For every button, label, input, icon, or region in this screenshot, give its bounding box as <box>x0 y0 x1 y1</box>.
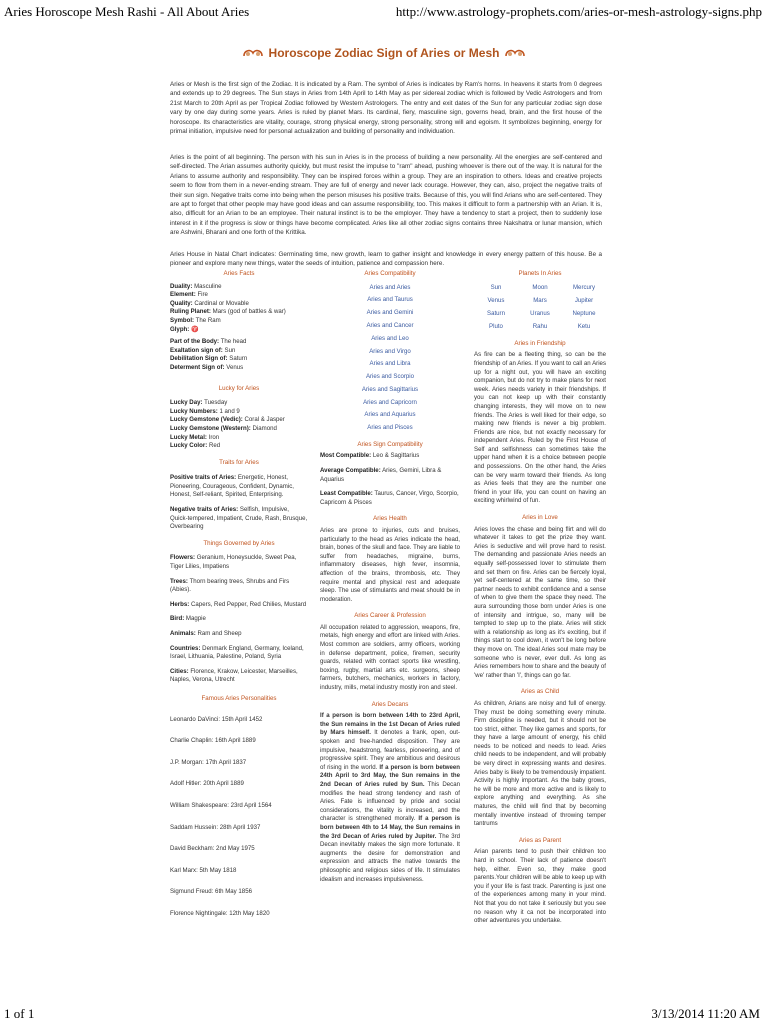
fact-item: Glyph: ♈ <box>170 325 199 333</box>
fact-item: Part of the Body: The head <box>170 338 247 346</box>
intro-paragraph-1: Aries or Mesh is the first sign of the Zodiac. It is indicated by a Ram. The symbol of Aries is indicates by Ram's horns. In heavens it starts from 0 degrees and extends up to 29 degrees. The Sun stays in Aries from 14th April to 14th May as per sidereal zodiac which is followed by Vedic Astrologers and from 21st March to 20th April as per Tropical Zodiac followed by Western Astrologers. The entry and exit dates of the Sun for any particular zodiac sign dose vary by one day during some years. Aries is ruled by planet Mars. Its cardinal, fiery, masculine sign, governs head, brain, and the first house of the horoscope. Its characteristics are vitality, courage, strong physical energy, strong personality, strong will and egoism. It symbolizes beginning, energy for primal initiation, impulsive need for personal actualization and building of personality and individuation. <box>170 81 602 136</box>
governed-item: Herbs: Capers, Red Pepper, Red Chilies, Mustard <box>170 600 307 608</box>
section-heading: Aries as Child <box>520 688 560 696</box>
fact-item: Symbol: The Ram <box>170 316 221 324</box>
middle-column <box>320 270 460 884</box>
page-title-row <box>0 44 768 62</box>
compatibility-link[interactable]: Aries and Virgo <box>369 347 411 355</box>
lucky-item: Lucky Gemstone (Vedic): Coral & Jasper <box>170 416 285 424</box>
fact-item: Duality: Masculine <box>170 282 222 290</box>
friendship-text: As fire can be a fleeting thing, so can be the friendship of an Aries. If you want to call an Aries up for a night out, you will have an exciting companion, but do not try to make plans for next week. Aries needs variety in their friendships. If you can not keep up with their constantly changing interests, they will move on to new friends. The Aries is well liked for their edge, so making new friends is never a big problem. Friends are nice, but not exactly necessary for independent Aries. Ruled by the First House of Self and selfishness can sometimes take the upper hand when it is a choice between people and possessions. On the other hand, the Aries can be very warm toward their friends. As long as Aries feels that they are the number one friend in your life, you can count on having an exciting whirlwind of fun. <box>474 351 606 505</box>
famous-person: Adolf Hitler: 20th April 1889 <box>170 780 244 788</box>
famous-person: David Beckham: 2nd May 1975 <box>170 845 255 853</box>
planet-link[interactable]: Mars <box>533 296 547 304</box>
planet-link[interactable]: Saturn <box>487 309 505 317</box>
fact-item: Determent Sign of: Venus <box>170 363 244 371</box>
planet-link[interactable]: Moon <box>532 283 548 291</box>
fact-item: Exaltation sign of: Sun <box>170 346 236 354</box>
planet-link[interactable]: Venus <box>487 296 505 304</box>
child-text: As children, Arians are noisy and full of energy. They must be doing something every minute. Firm discipline is needed, but it should not be too strict, either. They like games and sports, for they have a large amount of energy, his child needs to be noticed and needs to lead. Aries child needs to be independent, and will probably be very direct in expressing wants and desires. Aries baby is likely to be tremendously impatient. Activity is highly important. As the baby grows, he will be more and more active and is likely to explore anything and everything. As she matures, the child will find that by becoming mentally inventive instead of throwing temper tantrums <box>474 699 606 828</box>
ram-right-icon <box>504 47 526 59</box>
section-heading: Aries in Love <box>522 514 558 522</box>
lucky-item: Lucky Gemstone (Western): Diamond <box>170 424 277 432</box>
governed-item: Trees: Thorn bearing trees, Shrubs and Firs (Abies). <box>170 577 290 594</box>
section-heading: Aries Career & Profession <box>354 612 426 620</box>
planet-link[interactable]: Rahu <box>532 323 548 331</box>
compatibility-link[interactable]: Aries and Cancer <box>366 321 414 329</box>
right-column <box>474 270 606 926</box>
section-heading: Things Governed by Aries <box>203 539 275 547</box>
governed-item: Countries: Denmark England, Germany, Iceland, Israel, Lithuania, Palestine, Poland, Syria <box>170 644 304 661</box>
compatibility-link[interactable]: Aries and Capricorn <box>363 398 417 406</box>
fact-item: Ruling Planet: Mars (god of battles & war) <box>170 308 286 316</box>
fact-item: Quality: Cardinal or Movable <box>170 299 249 307</box>
average-compatible: Average Compatible: Aries, Gemini, Libra & Aquarius <box>320 466 442 483</box>
intro-paragraph-2: Aries is the point of all beginning. The person with his sun in Aries is in the process of building a new personality. All the energies are self-centered and self-directed. The Arian assumes authority quickly, but must resist the impulse to "ram" ahead, pushing whoever is there out of the way. It is natural for the Arians to assume authority and responsibility. They can be inspired forces within a group. They are an inspiration to others. Ideas and creative projects seem to flow from them in a never-ending stream. They are full of energy and never lack courage. However, they can, also, project the negative traits of their sun sign. Negative traits come into being when the person misuses his positive traits. Because of this, you will find Arians who are self-centered. They are apt to forget that other people may have good ideas and can assume responsibility, too. This makes it difficult to form a partnership with an Arian. It is, also, difficult for an Arian to be an employee. Their natural instinct is to be the employer. They have a tendency to start a project, then to suddenly lose interest in it if the progress is slow or things have become complicated. Aries like all other zodiac signs contains three Nakshatra or lunar mansion, which are Ashwini, Bharani and one forth of the Krittika. <box>170 154 602 237</box>
compatibility-link[interactable]: Aries and Scorpio <box>365 373 415 381</box>
governed-item: Flowers: Geranium, Honeysuckle, Sweet Pea, Tiger Lilies, Impatiens <box>170 554 297 571</box>
section-heading: Traits for Aries <box>219 458 259 466</box>
planet-link[interactable]: Pluto <box>489 323 503 331</box>
positive-traits: Positive traits of Aries: Energetic, Honest, Pioneering, Courageous, Confident, Dynamic, Honest, Self-reliant, Spirited, Enterprising. <box>170 474 294 499</box>
lucky-item: Lucky Color: Red <box>170 442 221 450</box>
decans-text: If a person is born between 14th to 23rd April, the Sun remains in the 1st Decan of Aries ruled by Mars himself. It denotes a frank, open, out-spoken and free-handed disposition. They are impulsive, headstrong, fearless, pioneering, and of progressive spirit. They are ambitious and desirous of rising in the world. If a person is born between 24th April to 3rd May, the Sun remains in the 2nd Decan of Aries ruled by Sun. This Decan modifies the head strong tendency and rash of Aries. Fate is influenced by pride and social considerations, the vitality is increased, and the character is strengthened morally. If a person is born between 4th to 14 May, the Sun remains in the 3rd Decan of Aries ruled by Jupiter. The 3rd Decan inevitably makes the sign more fortunate. It augments the desire for demonstration and expression and attracts the native towards the philosophic and religious sides of life. It stimulates idealism and increases impulsiveness. <box>320 712 461 883</box>
section-heading: Aries Decans <box>371 700 409 708</box>
famous-person: Florence Nightingale: 12th May 1820 <box>170 909 270 917</box>
section-heading: Famous Aries Personalities <box>201 694 277 702</box>
planet-link[interactable]: Neptune <box>572 309 596 317</box>
most-compatible: Most Compatible: Leo & Sagittarius <box>320 452 420 460</box>
section-heading: Aries as Parent <box>518 836 562 844</box>
compatibility-link[interactable]: Aries and Aries <box>369 283 411 291</box>
negative-traits: Negative traits of Aries: Selfish, Impulsive, Quick-tempered, Impatient, Crude, Rash, Brusque, Overbearing <box>170 506 308 531</box>
health-text: Aries are prone to injuries, cuts and bruises, particularly to the head as Aries indicate the head, brain, bones of the skull and face. They are liable to suffer from headaches, migraine, burns, inflammatory diseases, high fever, insomnia, affection of the brains, thrombosis, etc. They require mental and physical rest and adequate sleep. The use of stimulants and meat should be in moderation. <box>320 526 460 603</box>
governed-item: Bird: Magpie <box>170 615 206 623</box>
compatibility-link[interactable]: Aries and Pisces <box>367 424 413 432</box>
print-footer-page: 1 of 1 <box>4 1006 35 1021</box>
section-heading: Lucky for Aries <box>218 384 260 392</box>
fact-item: Element: Fire <box>170 291 208 299</box>
planet-link[interactable]: Uranus <box>530 309 550 317</box>
compatibility-link[interactable]: Aries and Aquarius <box>364 411 416 419</box>
lucky-item: Lucky Day: Tuesday <box>170 399 228 407</box>
planet-link[interactable]: Mercury <box>572 283 595 291</box>
famous-person: J.P. Morgan: 17th April 1837 <box>170 758 247 766</box>
least-compatible: Least Compatible: Taurus, Cancer, Virgo, Scorpio, Capricorn & Pisces <box>320 490 459 506</box>
section-heading: Aries Compatibility <box>364 270 416 277</box>
planets-grid <box>474 284 606 332</box>
left-column <box>170 270 308 919</box>
famous-person: Saddam Hussein: 28th April 1937 <box>170 823 261 831</box>
governed-item: Animals: Ram and Sheep <box>170 630 242 637</box>
page-title: Horoscope Zodiac Sign of Aries or Mesh <box>268 45 500 60</box>
section-heading: Aries in Friendship <box>514 339 566 347</box>
ram-left-icon <box>242 47 264 59</box>
compatibility-link[interactable]: Aries and Taurus <box>367 296 413 304</box>
love-text: Aries loves the chase and being flirt and will do whatever it takes to get the prize they want. Aries is seductive and will prove hard to resist. The demanding and passionate Aries needs an equally self-possessed lover to stimulate them and set them on fire. Aries can be fiercely loyal, yet self-centered at the same time, so their partner needs to exhibit confidence and a sense of when to give them the space they need. The aura surrounding those born under Aries is one of intensity and intrigue, so, many will be tempted to step up to the plate. Aries will stick with a relationship as long as it's exciting, but if things start to cool down, it won't be long before they move on. The ideal Aries soul mate may be someone who is never, ever dull. As long as Aries remembers how to share and the beauty of 'we' rather than 'I', things can go far. <box>474 525 606 679</box>
intro-paragraph-3: Aries House in Natal Chart indicates: Germinating time, new growth, learn to gather insight and knowledge in every energy pattern of this house. Be a pioneer and explore many new things, water the seeds of intuition, patience and compassion here. <box>170 251 602 268</box>
planet-link[interactable]: Ketu <box>577 323 591 331</box>
famous-person: Sigmund Freud: 6th May 1856 <box>170 888 252 896</box>
section-heading: Aries Sign Compatibility <box>357 440 423 448</box>
compatibility-link[interactable]: Aries and Gemini <box>366 309 414 317</box>
lucky-item: Lucky Metal: Iron <box>170 433 220 441</box>
section-heading: Aries Facts <box>223 270 255 277</box>
famous-person: William Shakespeare: 23rd April 1564 <box>170 801 272 809</box>
print-header-title: Aries Horoscope Mesh Rashi - All About Aries <box>4 4 250 19</box>
governed-item: Cities: Florence, Krakow, Leicester, Marseilles, Naples, Verona, Utrecht <box>170 667 298 684</box>
section-heading: Aries Health <box>373 515 407 523</box>
planet-link[interactable]: Sun <box>490 283 502 291</box>
lucky-item: Lucky Numbers: 1 and 9 <box>170 407 240 415</box>
compatibility-link[interactable]: Aries and Libra <box>369 360 411 368</box>
famous-person: Karl Marx: 5th May 1818 <box>170 866 237 874</box>
career-text: All occupation related to aggression, weapons, fire, metals, high energy and effort are linked with Aries. Most common are soldiers, army officers, working in defense department, police, firemen, security guards, related with contact sports like wrestling, boxing, rugby, martial arts etc. surgeons, sheep farmers, butchers, mechanics, workers in factory, industry, mills, metal industry mostly iron and steel. <box>320 623 460 692</box>
famous-person: Leonardo DaVinci: 15th April 1452 <box>170 715 263 723</box>
fact-item: Debilitation Sign of: Saturn <box>170 355 248 363</box>
section-heading: Planets In Aries <box>518 270 562 277</box>
print-header-url: http://www.astrology-prophets.com/aries-or-mesh-astrology-signs.php <box>395 4 762 19</box>
compatibility-link[interactable]: Aries and Sagittarius <box>361 385 419 393</box>
parent-text: Arian parents tend to push their children too hard in school. Their lack of patience doesn't help, either. Even so, they make good parents.Your children will be able to keep up with you if your life is fast track. Parenting is just one of the experiences among many in your mind. Not that you do not take it seriously but you see no reason why it ca not be incorporated into other adventures you undertake. <box>474 848 606 925</box>
planet-link[interactable]: Jupiter <box>574 296 594 304</box>
print-footer-date: 3/13/2014 11:20 AM <box>651 1006 760 1021</box>
famous-person: Charlie Chaplin: 16th April 1889 <box>170 737 256 745</box>
compatibility-link[interactable]: Aries and Leo <box>371 334 409 342</box>
